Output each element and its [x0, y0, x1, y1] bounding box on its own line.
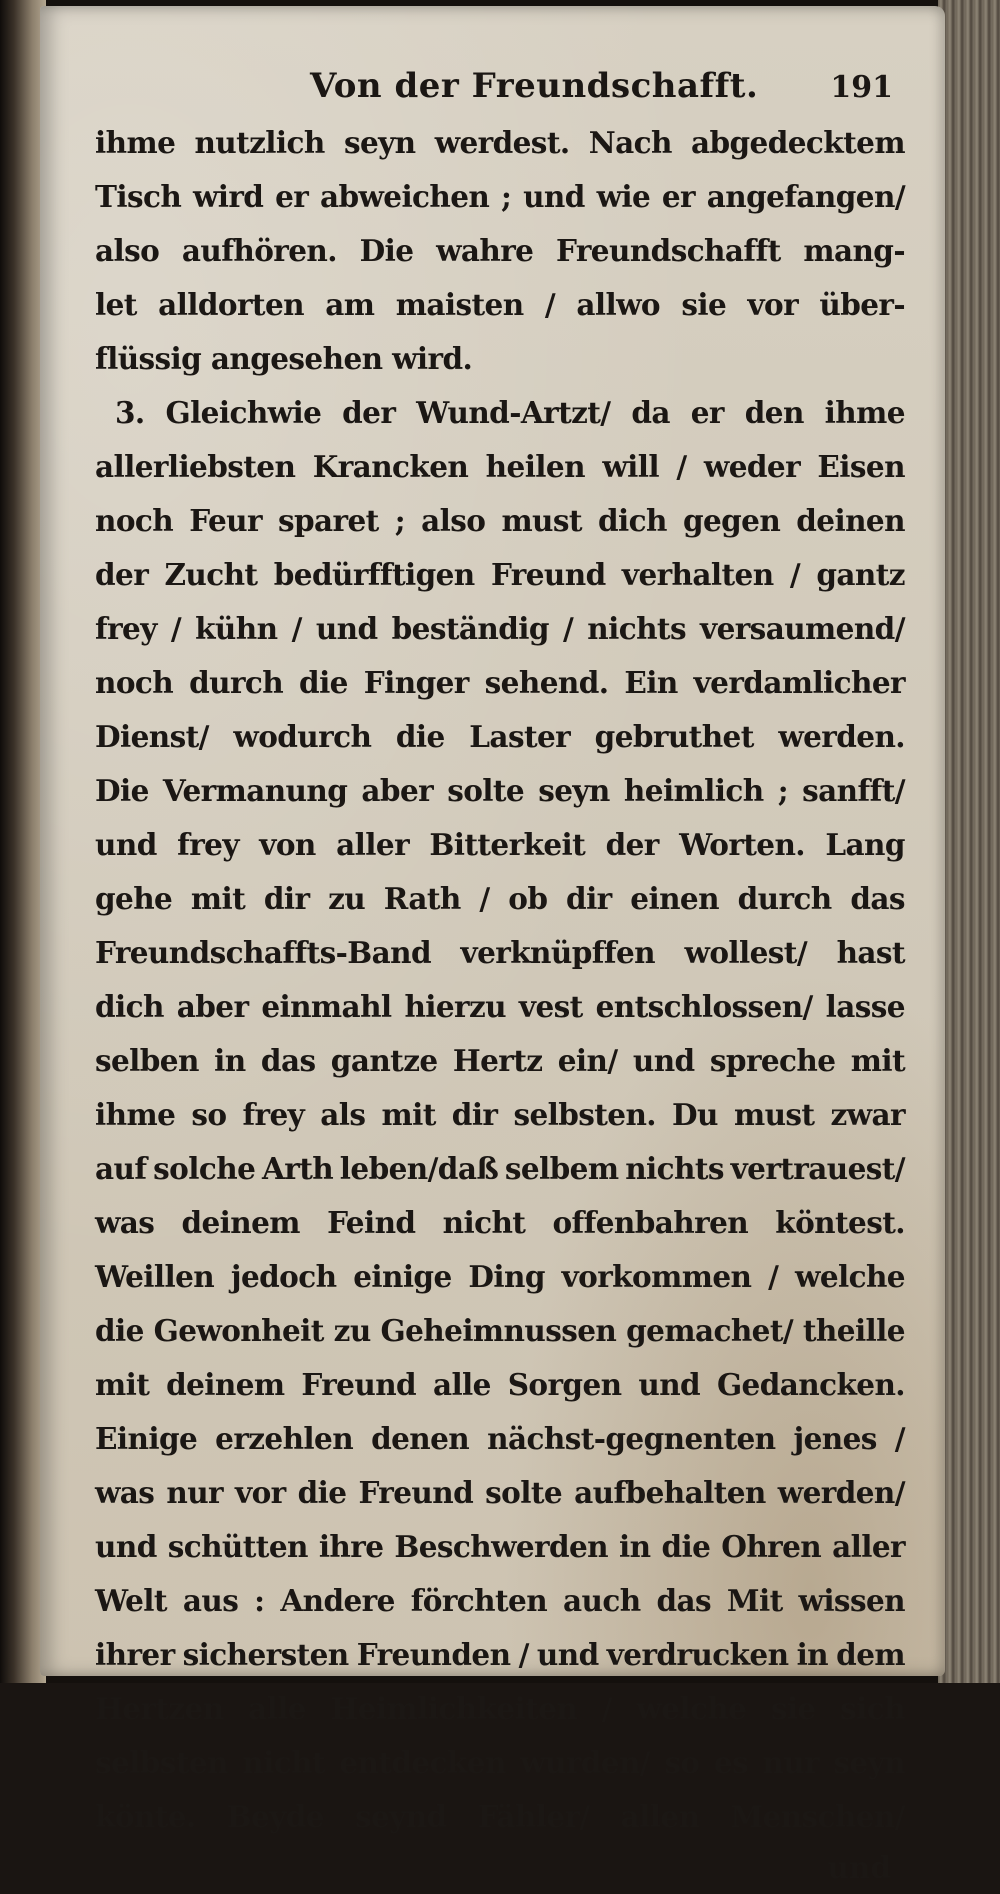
text-word: 3. [115, 395, 145, 430]
text-word: allen [620, 1799, 700, 1834]
text-word: Beschwerden [394, 1529, 609, 1564]
text-word: heimlich [623, 773, 764, 808]
text-word: ; [501, 179, 512, 214]
text-word: ihrer [95, 1637, 175, 1672]
text-word: der [342, 395, 396, 430]
text-word: Finger [363, 665, 469, 700]
text-line [95, 1574, 905, 1628]
text-word: Freundschaffts-Band [95, 935, 431, 970]
text-word: da [631, 395, 670, 430]
text-word: nichts [625, 1151, 724, 1186]
text-line [95, 1250, 905, 1304]
text-word: / [479, 881, 490, 916]
text-word: will [602, 449, 659, 484]
text-word: Weillen [95, 1259, 215, 1294]
text-line [95, 116, 905, 170]
text-line [95, 764, 905, 818]
text-word: alle [248, 1691, 306, 1726]
text-line [95, 1736, 905, 1790]
text-line [95, 170, 905, 224]
text-line [95, 278, 905, 332]
text-word: werden. [778, 719, 905, 754]
text-word: vertrauest/ [730, 1151, 905, 1186]
text-word: dem [836, 1637, 905, 1672]
text-word: Feind [327, 1205, 416, 1240]
text-word: der [605, 827, 659, 862]
text-word: Welt [95, 1583, 167, 1618]
text-word: Die [359, 233, 414, 268]
text-word: von [259, 827, 316, 862]
text-word: solche [153, 1151, 256, 1186]
text-word: Freundschafft [556, 233, 781, 268]
text-word: Rath [383, 881, 461, 916]
text-word: Mit [726, 1583, 783, 1618]
text-line [95, 1088, 905, 1142]
text-word: kühn [195, 611, 278, 646]
text-word: vorkommen [561, 1259, 752, 1294]
text-word: und [632, 1043, 695, 1078]
text-word: deinem [181, 1205, 300, 1240]
text-word: mit [95, 1367, 150, 1402]
text-word: / [170, 611, 182, 646]
text-word: was [95, 1475, 155, 1510]
text-word: verhalten [621, 557, 774, 592]
text-word: als [320, 1097, 366, 1132]
text-line [95, 1196, 905, 1250]
text-word: gemachet/ [626, 1313, 794, 1348]
text-word: sie [681, 287, 727, 322]
text-word: allwo [576, 287, 661, 322]
text-word: dich [598, 503, 667, 538]
text-word: verdrucken [606, 1637, 789, 1672]
text-word: / [676, 449, 687, 484]
text-word: : [254, 1583, 265, 1618]
text-word: theille [802, 1313, 905, 1348]
text-word: maisten [395, 287, 524, 322]
text-word: dich [95, 989, 164, 1024]
text-word: sanfft/ [802, 773, 905, 808]
text-word: also [95, 233, 160, 268]
text-line [95, 1628, 905, 1682]
text-word: am [325, 287, 375, 322]
text-word: durch [189, 665, 284, 700]
text-word: offenbahren [552, 1205, 749, 1240]
text-word: seynd [354, 1799, 447, 1834]
text-word: dir [263, 881, 310, 916]
text-line [95, 602, 905, 656]
text-word: Die [95, 773, 149, 808]
page-content [95, 58, 905, 1894]
text-word: deinem [166, 1367, 285, 1402]
text-word: jedoch [230, 1259, 337, 1294]
text-word: werdest. [434, 125, 570, 160]
text-word: Menschen/ [730, 1799, 905, 1834]
text-word: welche [636, 1691, 747, 1726]
text-word: ihre [318, 1529, 384, 1564]
text-word: ihme [95, 125, 176, 160]
text-word: sichersten [182, 1637, 349, 1672]
text-word: auf [95, 1151, 147, 1186]
text-word: köntest. [775, 1205, 905, 1240]
text-word: mang- [803, 233, 905, 268]
text-word: entschlossen/ [595, 989, 813, 1024]
text-line [95, 1520, 905, 1574]
text-word: hierzu [404, 989, 507, 1024]
text-word: aller [832, 1529, 905, 1564]
text-word: gantze [330, 1043, 438, 1078]
text-word: in [619, 1529, 651, 1564]
text-word: nur [166, 1475, 223, 1510]
text-word: in [796, 1637, 829, 1672]
text-word: denen [371, 1421, 470, 1456]
text-word: wurden/ [520, 1745, 650, 1780]
text-word: heilen [485, 449, 585, 484]
text-word: aufhören. [181, 233, 337, 268]
text-word: seyn [343, 125, 416, 160]
text-word: weder [703, 449, 801, 484]
text-word: lasse [825, 989, 905, 1024]
text-word: deinen [796, 503, 905, 538]
text-word: wissen [798, 1583, 905, 1618]
text-line [95, 1142, 905, 1196]
text-word: aber [361, 773, 434, 808]
text-word: ob [508, 881, 548, 916]
text-word: frey [242, 1097, 305, 1132]
text-word: den [744, 395, 804, 430]
text-word: erzehlen [215, 1421, 354, 1456]
text-word: Feur [189, 503, 262, 538]
text-word: in [214, 1043, 246, 1078]
text-word: bedürfftigen [273, 557, 475, 592]
text-word: Arth [261, 1151, 334, 1186]
text-word: gantz [816, 557, 905, 592]
text-word: Freund [490, 557, 606, 592]
text-word: Vermanung [162, 773, 348, 808]
text-word: einmahl [261, 989, 392, 1024]
text-line [95, 548, 905, 602]
text-word: leben/daß [339, 1151, 499, 1186]
text-line [95, 926, 905, 980]
text-word: hast [836, 935, 905, 970]
text-word: ein/ [557, 1043, 618, 1078]
text-word: seyn [538, 773, 610, 808]
text-word: beständig [391, 611, 549, 646]
text-word: ; [394, 503, 406, 538]
text-word: er [661, 179, 696, 214]
text-word: er [275, 179, 309, 214]
text-word: vor [747, 287, 799, 322]
text-word: Lang [825, 827, 905, 862]
text-line [95, 1304, 905, 1358]
text-word: und [315, 611, 378, 646]
text-word: es [713, 1745, 749, 1780]
text-word: Geheimnussen [380, 1313, 617, 1348]
text-line [95, 656, 905, 710]
text-word: seyn [833, 1745, 905, 1780]
text-word: förchten [410, 1583, 548, 1618]
text-word: und [523, 179, 585, 214]
text-word: let [95, 287, 137, 322]
text-word: mit [381, 1097, 436, 1132]
text-word: Laster [469, 719, 571, 754]
text-word: aber [176, 989, 249, 1024]
catchword-row [95, 1844, 905, 1894]
text-line [95, 1466, 905, 1520]
text-word: das [656, 1583, 712, 1618]
text-word: / [894, 1421, 905, 1456]
catchword: und [827, 1850, 891, 1885]
text-word: zu [328, 881, 366, 916]
text-word: alle [432, 1367, 491, 1402]
text-word: welche [795, 1259, 905, 1294]
text-word: mit [190, 881, 246, 916]
text-word: gehe [95, 881, 173, 916]
text-word: angefangen/ [706, 179, 905, 214]
text-word: also [421, 503, 486, 538]
text-word: / [768, 1259, 779, 1294]
text-word: ihme [95, 1097, 176, 1132]
text-word: wodurch [233, 719, 372, 754]
text-word: Du [672, 1097, 718, 1132]
text-word: die [395, 719, 445, 754]
text-word: alldorten [158, 287, 304, 322]
text-word: Beyde [226, 1799, 324, 1834]
page-number: 191 [830, 70, 893, 105]
text-word: Hertzen [95, 1691, 224, 1726]
text-line [95, 494, 905, 548]
text-word: solte [447, 773, 525, 808]
text-word: selbem [504, 1151, 619, 1186]
text-word: was [95, 1205, 155, 1240]
text-word: noch [95, 665, 174, 700]
text-word: Ding [468, 1259, 545, 1294]
text-word: Worten. [679, 827, 805, 862]
text-word: Gewonheit [153, 1313, 324, 1348]
text-word: nutzlich [194, 125, 325, 160]
text-word: Sorgen [507, 1367, 622, 1402]
text-word: die [297, 1475, 347, 1510]
text-word: die [95, 1313, 144, 1348]
text-line-content: flüssig angesehen wird. [95, 341, 473, 376]
text-word: Eisen [817, 449, 905, 484]
text-word: nicht [442, 1205, 526, 1240]
text-word: einen [630, 881, 719, 916]
text-word: so [191, 1097, 227, 1132]
running-title: Von der Freundschafft. [310, 66, 759, 106]
text-word: sehend. [484, 665, 609, 700]
text-line [95, 1034, 905, 1088]
text-line [95, 332, 905, 386]
text-word: wollest/ [684, 935, 807, 970]
text-word: durch [737, 881, 832, 916]
text-word: zwar [830, 1097, 905, 1132]
text-word: solte [485, 1475, 563, 1510]
text-word: und [638, 1367, 701, 1402]
text-word: / [601, 1691, 612, 1726]
text-word: aller [336, 827, 410, 862]
text-line [95, 872, 905, 926]
text-word: aufbehalten [574, 1475, 766, 1510]
text-word: / [291, 611, 302, 646]
text-word: auch [562, 1583, 641, 1618]
text-word: mit [850, 1043, 905, 1078]
text-word: / [544, 287, 556, 322]
text-word: er [690, 395, 724, 430]
text-word: versaumend/ [700, 611, 905, 646]
text-word: Krancken [312, 449, 469, 484]
text-word: und [95, 827, 157, 862]
text-word: Heimlichkeiten [330, 1691, 578, 1726]
text-word: nicht [242, 1745, 325, 1780]
text-word: frey [95, 611, 157, 646]
text-word: zu [333, 1313, 371, 1348]
text-word: / [562, 611, 574, 646]
text-word: Andere [280, 1583, 395, 1618]
text-word: selbsten. [513, 1097, 656, 1132]
text-word: und [95, 1529, 157, 1564]
book-page [40, 6, 945, 1885]
text-word: gebruthet [594, 719, 754, 754]
page-edge-stack [938, 0, 1000, 1683]
text-word: Dienst/ [95, 719, 209, 754]
text-word: vest [518, 989, 583, 1024]
text-word: gegen [682, 503, 781, 538]
text-word: wie [596, 179, 651, 214]
body-text [95, 116, 905, 1844]
text-word: abweichen [319, 179, 490, 214]
text-word: allerliebsten [95, 449, 296, 484]
text-word: / [789, 557, 801, 592]
text-word: über- [819, 287, 905, 322]
text-word: der [95, 557, 149, 592]
text-word: das [850, 881, 905, 916]
text-word: schütten [167, 1529, 308, 1564]
text-word: ihme [824, 395, 905, 430]
text-word: Einige [95, 1421, 198, 1456]
text-word: Freunden [356, 1637, 511, 1672]
text-word: dir [566, 881, 612, 916]
text-word: Ohren [721, 1529, 822, 1564]
text-word: Ein [624, 665, 678, 700]
text-line [95, 440, 905, 494]
text-word: Freund [358, 1475, 474, 1510]
text-word: frey [177, 827, 239, 862]
text-word: nächst-gegnenten [487, 1421, 776, 1456]
text-word: Bitterkeit [429, 827, 586, 862]
text-word: entdecken [339, 1745, 506, 1780]
text-word: / [518, 1637, 529, 1672]
text-word: und [536, 1637, 599, 1672]
text-line [95, 710, 905, 764]
text-word: die [299, 665, 348, 700]
text-word: must [501, 503, 582, 538]
text-line [95, 1682, 905, 1736]
running-head [95, 58, 905, 114]
text-word: verdamlicher [693, 665, 905, 700]
text-word: werden/ [777, 1475, 905, 1510]
text-word: Tisch [95, 179, 182, 214]
text-line [95, 386, 905, 440]
text-word: dir [451, 1097, 498, 1132]
text-word: Nach [588, 125, 672, 160]
text-word: aus [182, 1583, 239, 1618]
text-word: vor [235, 1475, 286, 1510]
text-word: selben [95, 1043, 199, 1078]
text-word: Freund [301, 1367, 417, 1402]
text-word: Gleichwie [165, 395, 322, 430]
text-word: so [664, 1745, 700, 1780]
text-word: spreche [709, 1043, 836, 1078]
text-word: Hertz [452, 1043, 543, 1078]
text-word: die [661, 1529, 711, 1564]
text-word: selbsten [95, 1745, 228, 1780]
text-word: könte. [95, 1799, 196, 1834]
text-word: das [260, 1043, 316, 1078]
text-line [95, 1790, 905, 1844]
text-word: must [733, 1097, 815, 1132]
text-word: verknüpffen [460, 935, 655, 970]
text-word: nur [762, 1745, 820, 1780]
text-line [95, 818, 905, 872]
text-word: Fähler/ [477, 1799, 590, 1834]
text-word: sie [770, 1691, 816, 1726]
text-line [95, 224, 905, 278]
text-word: noch [95, 503, 174, 538]
text-word: Wund-Artzt/ [416, 395, 611, 430]
text-line [95, 1412, 905, 1466]
text-word: Gedancken. [716, 1367, 905, 1402]
text-word: ; [777, 773, 789, 808]
text-word: sparet [278, 503, 379, 538]
text-word: einige [353, 1259, 452, 1294]
text-line [95, 1358, 905, 1412]
text-word: sich [840, 1691, 905, 1726]
text-line [95, 980, 905, 1034]
text-word: abgedecktem [690, 125, 905, 160]
text-word: Zucht [164, 557, 258, 592]
text-word: jenes [793, 1421, 877, 1456]
text-word: wahre [436, 233, 534, 268]
text-word: nichts [587, 611, 686, 646]
text-word: wird [192, 179, 264, 214]
